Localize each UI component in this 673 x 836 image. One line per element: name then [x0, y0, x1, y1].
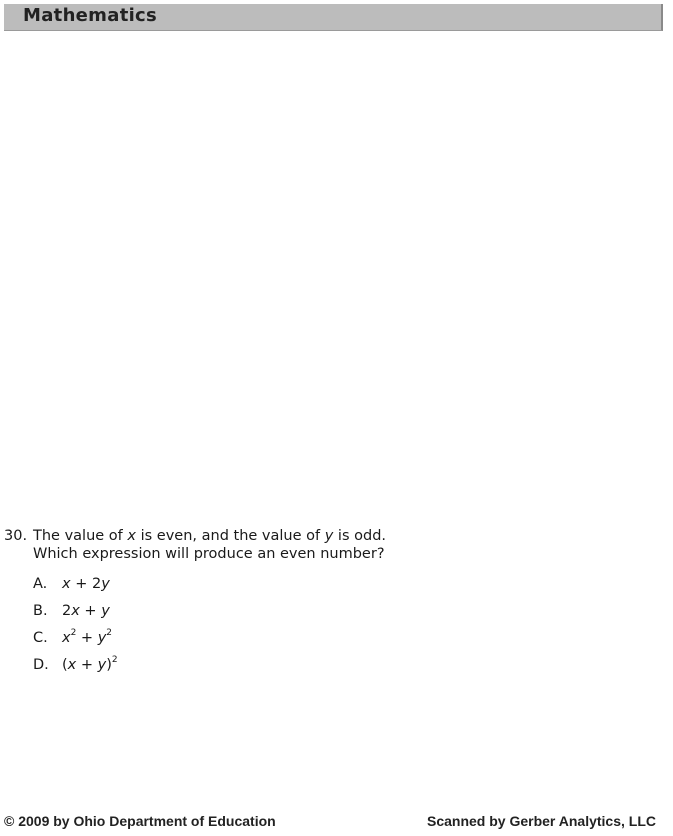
variable: x — [71, 603, 80, 619]
variable: x — [62, 576, 71, 592]
question-text — [33, 527, 633, 563]
question-line-1 — [33, 527, 633, 545]
option-expression — [62, 576, 110, 592]
exponent: 2 — [106, 628, 113, 638]
text-run: 2 — [62, 603, 72, 619]
option-letter: A. — [33, 576, 48, 592]
variable: y — [101, 576, 110, 592]
variable: y — [97, 657, 107, 673]
exponent: 2 — [111, 655, 118, 665]
option-letter: B. — [33, 603, 48, 619]
option-expression — [62, 630, 112, 646]
text-run: is even, and the value of — [135, 528, 325, 544]
variable: x — [62, 630, 71, 646]
option-expression — [62, 657, 118, 673]
variable: y — [324, 528, 334, 544]
option-letter: D. — [33, 657, 49, 673]
copyright-notice: © 2009 by Ohio Department of Education — [4, 813, 276, 829]
text-run: The value of — [33, 528, 128, 544]
variable: x — [67, 657, 77, 673]
option-letter: C. — [33, 630, 48, 646]
question-number: 30. — [4, 528, 28, 544]
text-run: + 2 — [70, 576, 102, 592]
option-expression — [62, 603, 110, 619]
page-title: Mathematics — [23, 5, 158, 26]
text-run: ( — [62, 657, 68, 673]
text-run: + — [76, 630, 98, 646]
scanner-credit: Scanned by Gerber Analytics, LLC — [427, 813, 656, 829]
text-run: + — [79, 603, 102, 619]
text-run: + — [76, 657, 98, 673]
header-bar — [4, 4, 663, 31]
text-run: is odd. — [333, 528, 387, 544]
exponent: 2 — [70, 628, 77, 638]
variable: x — [127, 528, 136, 544]
text-run: ) — [106, 657, 112, 673]
variable: y — [97, 630, 107, 646]
variable: y — [101, 603, 110, 619]
question-line-2: Which expression will produce an even number? — [33, 546, 385, 562]
